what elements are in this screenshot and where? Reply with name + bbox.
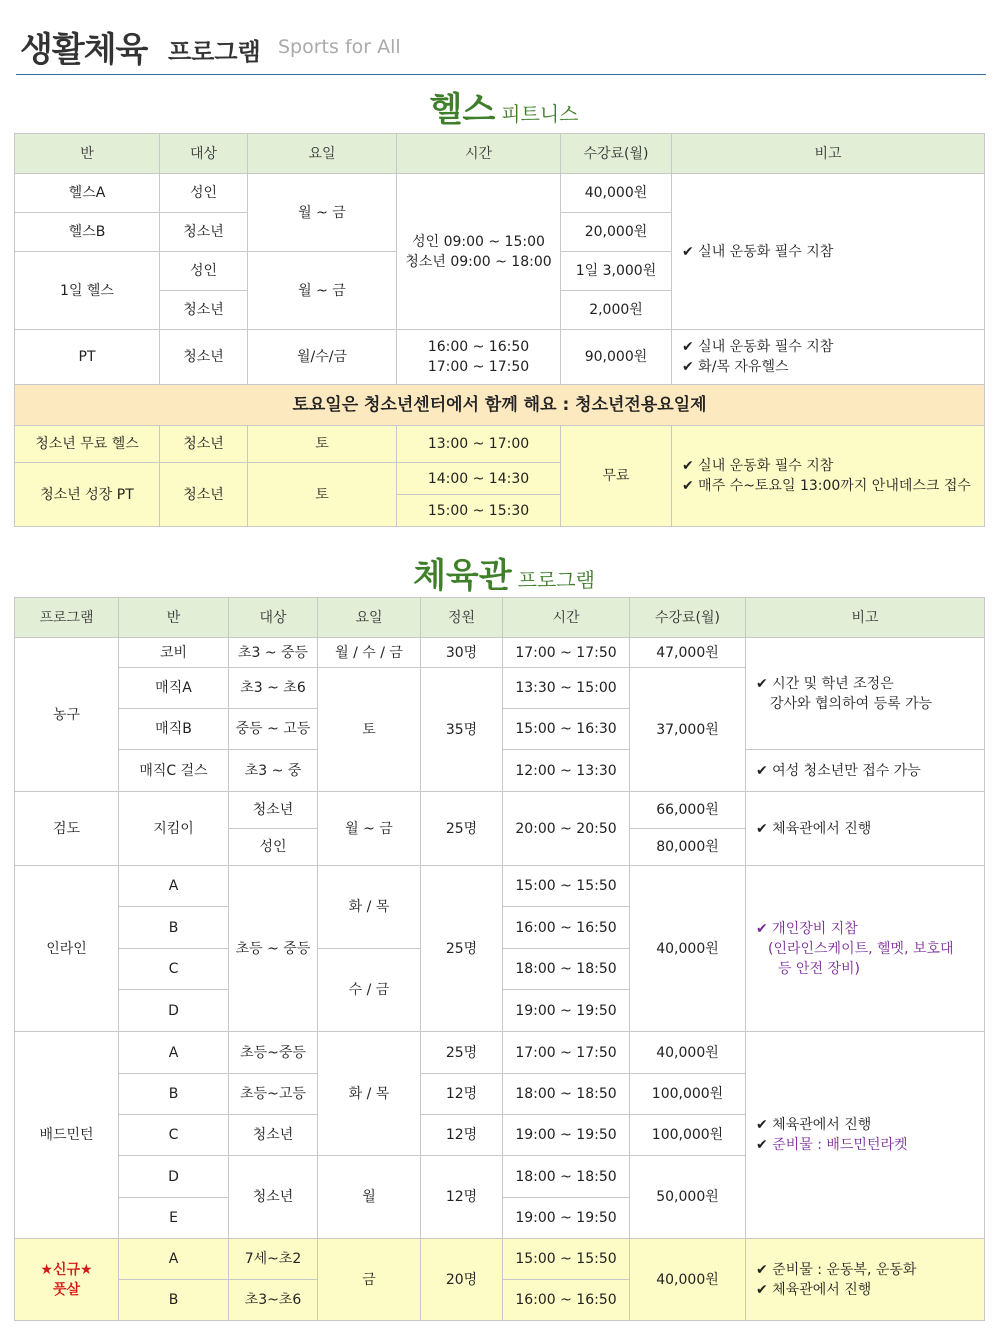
class-cell: 매직A xyxy=(119,668,229,709)
time-cell: 15:00 ~ 15:50 xyxy=(503,866,630,907)
note-line: ✔ 개인장비 지참 xyxy=(756,920,858,937)
note-line: ✔ 준비물 : 운동복, 운동화 xyxy=(756,1261,917,1278)
class-cell: PT xyxy=(15,330,160,385)
days-cell: 월 ~ 금 xyxy=(248,174,397,252)
time-cell: 16:00 ~ 16:50 xyxy=(503,907,630,949)
note-line: ✔ 실내 운동화 필수 지참 xyxy=(682,458,834,474)
note-line: ✔ 시간 및 학년 조정은 xyxy=(756,675,894,692)
table-row xyxy=(15,426,985,463)
note-line xyxy=(756,1135,984,1155)
note-cell: ✔ 여성 청소년만 접수 가능 xyxy=(746,750,985,792)
class-cell: A xyxy=(119,866,229,907)
target-cell: 청소년 xyxy=(229,1156,318,1239)
class-cell: 매직B xyxy=(119,709,229,750)
target-cell: 7세~초2 xyxy=(229,1239,318,1280)
fee-cell: 무료 xyxy=(561,426,672,527)
target-cell: 청소년 xyxy=(229,792,318,829)
note-cell xyxy=(746,866,985,1032)
fee-cell: 47,000원 xyxy=(630,638,746,668)
time-cell: 19:00 ~ 19:50 xyxy=(503,990,630,1032)
note-line: ✔ 매주 수~토요일 13:00까지 안내데스크 접수 xyxy=(682,478,971,494)
time-line: 성인 09:00 ~ 15:00 xyxy=(412,233,545,250)
fee-cell: 66,000원 xyxy=(630,792,746,829)
class-cell: C xyxy=(119,1115,229,1156)
target-cell: 성인 xyxy=(160,174,248,213)
class-cell: A xyxy=(119,1032,229,1074)
fee-cell: 40,000원 xyxy=(630,866,746,1032)
table-row xyxy=(15,330,985,385)
time-cell: 17:00 ~ 17:50 xyxy=(503,1032,630,1074)
note-cell xyxy=(746,1239,985,1321)
time-cell: 15:00 ~ 15:50 xyxy=(503,1239,630,1280)
days-cell: 월 ~ 금 xyxy=(248,252,397,330)
gym-subtitle: 프로그램 xyxy=(517,568,595,592)
gym-header-row xyxy=(15,598,985,638)
time-cell: 13:00 ~ 17:00 xyxy=(397,426,561,463)
days-cell: 월 / 수 / 금 xyxy=(318,638,421,668)
col-note: 비고 xyxy=(672,134,985,174)
time-cell: 15:00 ~ 16:30 xyxy=(503,709,630,750)
days-cell: 월/수/금 xyxy=(248,330,397,385)
time-line: 청소년 09:00 ~ 18:00 xyxy=(405,253,552,270)
fee-cell: 2,000원 xyxy=(561,291,672,330)
time-line: 17:00 ~ 17:50 xyxy=(427,359,530,375)
class-cell: D xyxy=(119,1156,229,1198)
note-line: ✔ 화/목 자유헬스 xyxy=(682,359,789,375)
class-cell: C xyxy=(119,949,229,990)
program-cell: 검도 xyxy=(15,792,119,866)
target-cell: 중등 ~ 고등 xyxy=(229,709,318,750)
class-cell: B xyxy=(119,1074,229,1115)
capacity-cell: 25명 xyxy=(421,866,503,1032)
col-time: 시간 xyxy=(397,134,561,174)
target-cell: 초3 ~ 중 xyxy=(229,750,318,792)
table-row xyxy=(15,792,985,829)
page-subtitle: 프로그램 xyxy=(168,38,261,66)
program-cell xyxy=(15,1239,119,1321)
note-cell xyxy=(672,330,985,385)
time-cell: 18:00 ~ 18:50 xyxy=(503,949,630,990)
health-title: 헬스 xyxy=(429,90,496,130)
target-cell: 청소년 xyxy=(160,330,248,385)
col-fee: 수강료(월) xyxy=(561,134,672,174)
note-cell xyxy=(746,1032,985,1239)
col-time: 시간 xyxy=(503,598,630,638)
class-cell: A xyxy=(119,1239,229,1280)
target-cell: 청소년 xyxy=(229,1115,318,1156)
time-cell: 12:00 ~ 13:30 xyxy=(503,750,630,792)
fee-cell: 100,000원 xyxy=(630,1074,746,1115)
fee-cell: 1일 3,000원 xyxy=(561,252,672,291)
col-days: 요일 xyxy=(318,598,421,638)
note-cell xyxy=(746,638,985,750)
gym-section-title xyxy=(0,548,1008,597)
health-table xyxy=(14,133,985,527)
target-cell: 초등~고등 xyxy=(229,1074,318,1115)
program-cell: 농구 xyxy=(15,638,119,792)
program-name: 풋살 xyxy=(52,1281,81,1298)
target-cell: 성인 xyxy=(160,252,248,291)
time-cell xyxy=(397,174,561,330)
note-line: ✔ 실내 운동화 필수 지참 xyxy=(682,339,834,355)
note-line: ✔ 체육관에서 진행 xyxy=(756,1117,872,1133)
time-cell: 13:30 ~ 15:00 xyxy=(503,668,630,709)
class-cell: 헬스A xyxy=(15,174,160,213)
saturday-banner: 토요일은 청소년센터에서 함께 해요 : 청소년전용요일제 xyxy=(15,385,985,426)
page-title: 생활체육 xyxy=(20,30,148,70)
fee-cell: 50,000원 xyxy=(630,1156,746,1239)
health-header-row xyxy=(15,134,985,174)
table-row xyxy=(15,866,985,907)
fee-cell: 100,000원 xyxy=(630,1115,746,1156)
check-icon: ✔ xyxy=(756,1137,768,1153)
class-cell: D xyxy=(119,990,229,1032)
gym-title: 체육관 xyxy=(413,556,512,596)
capacity-cell: 30명 xyxy=(421,638,503,668)
capacity-cell: 25명 xyxy=(421,792,503,866)
time-cell xyxy=(397,330,561,385)
class-cell: B xyxy=(119,1280,229,1321)
fee-cell: 40,000원 xyxy=(561,174,672,213)
note-line: (인라인스케이트, 헬멧, 보호대 xyxy=(768,940,954,957)
target-cell: 초등 ~ 중등 xyxy=(229,866,318,1032)
class-cell: 청소년 무료 헬스 xyxy=(15,426,160,463)
col-program: 프로그램 xyxy=(15,598,119,638)
class-cell: 코비 xyxy=(119,638,229,668)
target-cell: 청소년 xyxy=(160,291,248,330)
time-cell: 14:00 ~ 14:30 xyxy=(397,463,561,495)
col-note: 비고 xyxy=(746,598,985,638)
time-cell: 16:00 ~ 16:50 xyxy=(503,1280,630,1321)
fee-cell: 90,000원 xyxy=(561,330,672,385)
fee-cell: 20,000원 xyxy=(561,213,672,252)
class-cell: B xyxy=(119,907,229,949)
program-cell: 인라인 xyxy=(15,866,119,1032)
target-cell: 청소년 xyxy=(160,426,248,463)
target-cell: 초3~초6 xyxy=(229,1280,318,1321)
col-target: 대상 xyxy=(160,134,248,174)
time-cell: 20:00 ~ 20:50 xyxy=(503,792,630,866)
target-cell: 초등~중등 xyxy=(229,1032,318,1074)
class-cell: 청소년 성장 PT xyxy=(15,463,160,527)
table-row xyxy=(15,174,985,213)
time-cell: 15:00 ~ 15:30 xyxy=(397,495,561,527)
col-capacity: 정원 xyxy=(421,598,503,638)
class-cell: 매직C 걸스 xyxy=(119,750,229,792)
note-line: 강사와 협의하여 등록 가능 xyxy=(770,695,933,712)
days-cell: 토 xyxy=(318,668,421,792)
capacity-cell: 25명 xyxy=(421,1032,503,1074)
days-cell: 화 / 목 xyxy=(318,866,421,949)
capacity-cell: 12명 xyxy=(421,1156,503,1239)
fee-cell: 80,000원 xyxy=(630,829,746,866)
note-line: 등 안전 장비) xyxy=(778,960,860,977)
new-badge: ★신규★ xyxy=(40,1261,93,1278)
program-cell: 배드민턴 xyxy=(15,1032,119,1239)
days-cell: 화 / 목 xyxy=(318,1032,421,1156)
gym-table xyxy=(14,597,985,1321)
col-class: 반 xyxy=(119,598,229,638)
table-row xyxy=(15,1239,985,1280)
days-cell: 월 ~ 금 xyxy=(318,792,421,866)
target-cell: 청소년 xyxy=(160,213,248,252)
days-cell: 토 xyxy=(248,426,397,463)
time-line: 16:00 ~ 16:50 xyxy=(427,339,530,355)
note-text: 준비물 : 배드민턴라켓 xyxy=(772,1137,908,1153)
days-cell: 수 / 금 xyxy=(318,949,421,1032)
table-row xyxy=(15,1032,985,1074)
capacity-cell: 20명 xyxy=(421,1239,503,1321)
time-cell: 18:00 ~ 18:50 xyxy=(503,1156,630,1198)
days-cell: 토 xyxy=(248,463,397,527)
class-cell: 지킴이 xyxy=(119,792,229,866)
health-subtitle: 피트니스 xyxy=(501,102,579,126)
col-days: 요일 xyxy=(248,134,397,174)
class-cell: 1일 헬스 xyxy=(15,252,160,330)
note-cell: ✔ 체육관에서 진행 xyxy=(746,792,985,866)
target-cell: 초3 ~ 초6 xyxy=(229,668,318,709)
capacity-cell: 12명 xyxy=(421,1074,503,1115)
table-row xyxy=(15,638,985,668)
note-line: ✔ 체육관에서 진행 xyxy=(756,1281,872,1298)
class-cell: E xyxy=(119,1198,229,1239)
capacity-cell: 12명 xyxy=(421,1115,503,1156)
time-cell: 19:00 ~ 19:50 xyxy=(503,1115,630,1156)
col-class: 반 xyxy=(15,134,160,174)
fee-cell: 40,000원 xyxy=(630,1239,746,1321)
capacity-cell: 35명 xyxy=(421,668,503,792)
health-section-title xyxy=(0,82,1008,131)
page-english-subtitle: Sports for All xyxy=(278,36,401,58)
days-cell: 금 xyxy=(318,1239,421,1321)
target-cell: 초3 ~ 중등 xyxy=(229,638,318,668)
note-cell: ✔ 실내 운동화 필수 지참 xyxy=(672,174,985,330)
target-cell: 성인 xyxy=(229,829,318,866)
fee-cell: 37,000원 xyxy=(630,668,746,792)
page-header xyxy=(16,14,986,75)
fee-cell: 40,000원 xyxy=(630,1032,746,1074)
time-cell: 18:00 ~ 18:50 xyxy=(503,1074,630,1115)
days-cell: 월 xyxy=(318,1156,421,1239)
time-cell: 17:00 ~ 17:50 xyxy=(503,638,630,668)
col-fee: 수강료(월) xyxy=(630,598,746,638)
col-target: 대상 xyxy=(229,598,318,638)
note-cell xyxy=(672,426,985,527)
target-cell: 청소년 xyxy=(160,463,248,527)
class-cell: 헬스B xyxy=(15,213,160,252)
banner-row xyxy=(15,385,985,426)
time-cell: 19:00 ~ 19:50 xyxy=(503,1198,630,1239)
